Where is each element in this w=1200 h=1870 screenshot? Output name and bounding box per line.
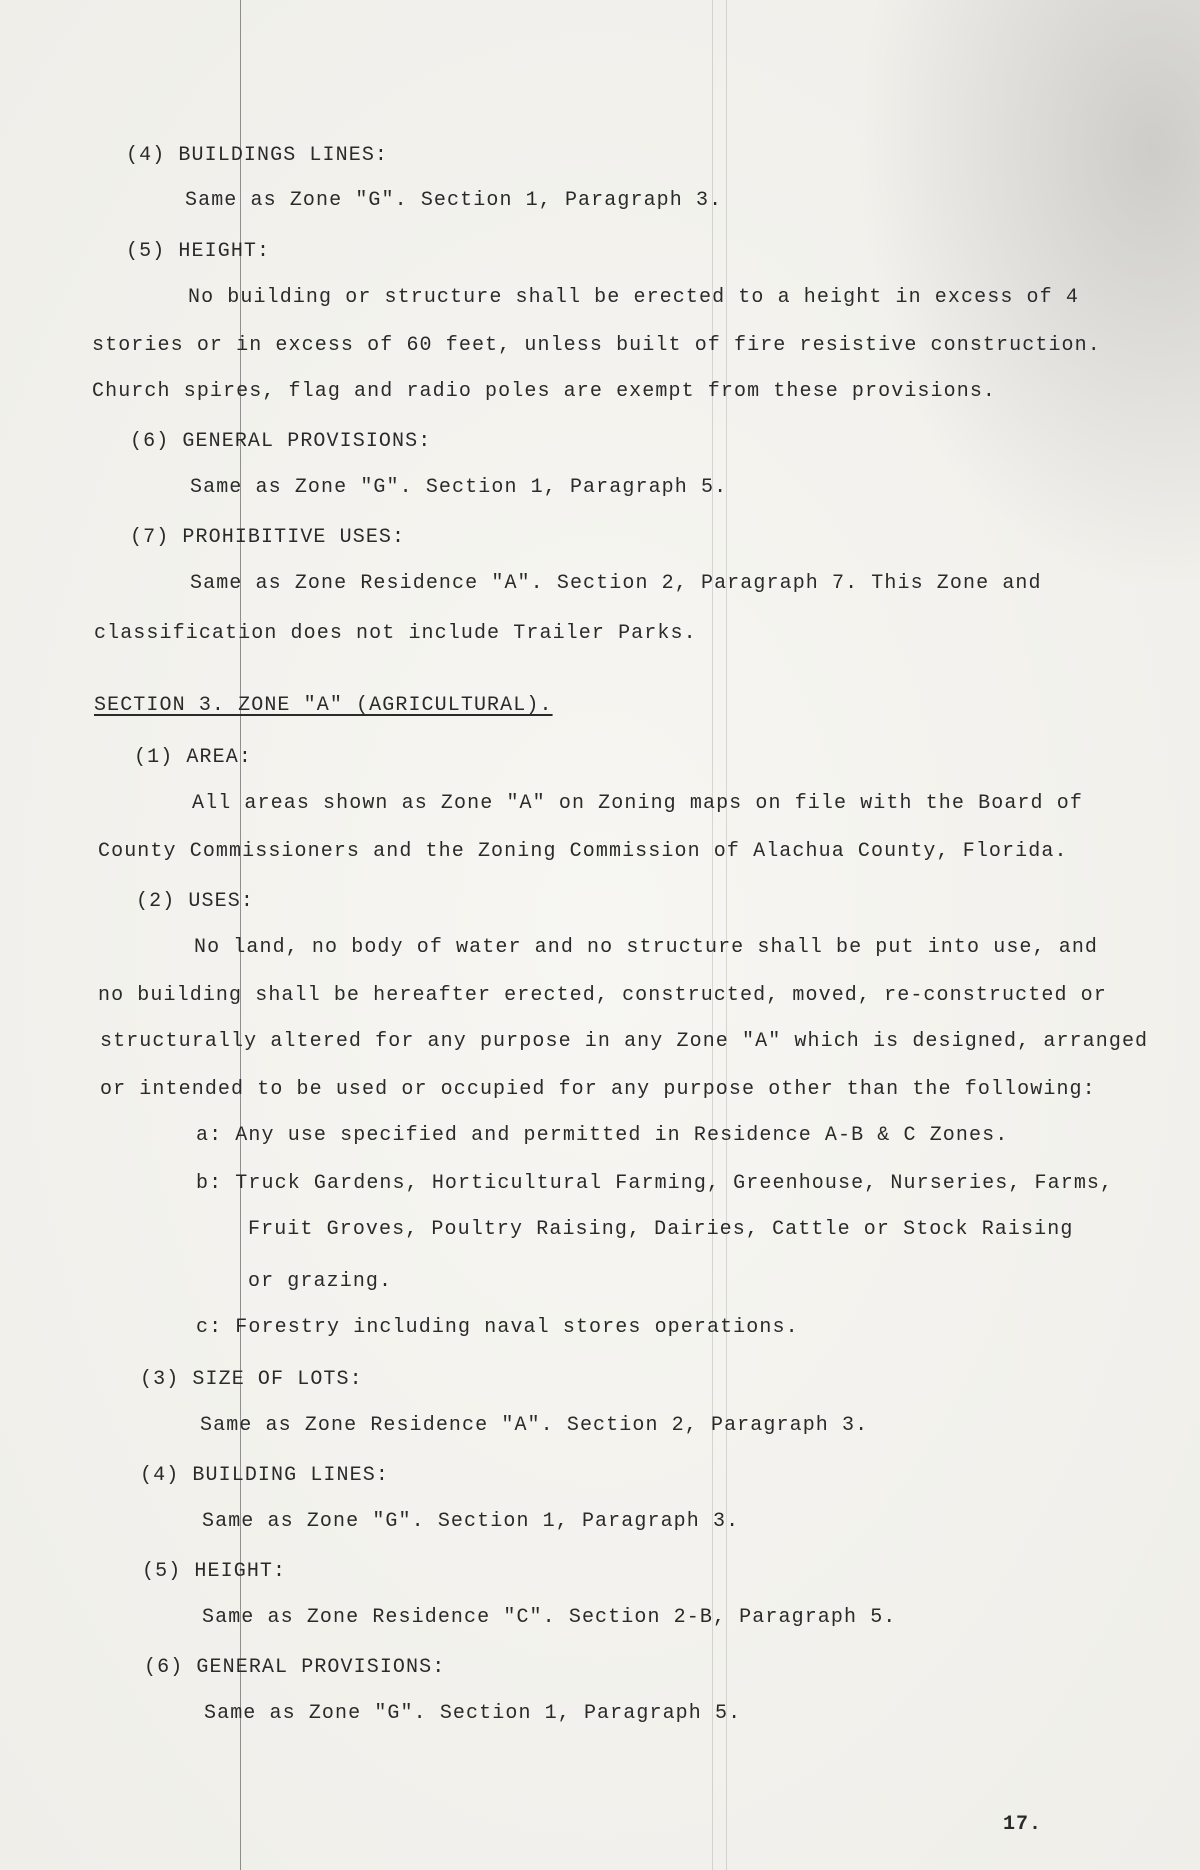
heading-area: (1) AREA: xyxy=(134,746,252,769)
heading-building-lines: (4) BUILDINGS LINES: xyxy=(126,144,389,167)
paragraph-line: Same as Zone "G". Section 1, Paragraph 3. xyxy=(202,1510,740,1533)
heading-height-2: (5) HEIGHT: xyxy=(142,1560,287,1583)
heading-height: (5) HEIGHT: xyxy=(126,240,271,263)
paragraph-line: Same as Zone "G". Section 1, Paragraph 3. xyxy=(185,189,723,212)
paragraph-line: classification does not include Trailer Parks. xyxy=(94,622,697,645)
paragraph-line: structurally altered for any purpose in any Zone "A" which is designed, arranged xyxy=(100,1030,1149,1053)
list-item-a: a: Any use specified and permitted in Residence A-B & C Zones. xyxy=(196,1124,1009,1147)
page-number: 17. xyxy=(1003,1813,1043,1836)
heading-building-lines-2: (4) BUILDING LINES: xyxy=(140,1464,389,1487)
paragraph-line: County Commissioners and the Zoning Commission of Alachua County, Florida. xyxy=(98,840,1068,863)
section-heading: SECTION 3. ZONE "A" (AGRICULTURAL). xyxy=(94,694,553,717)
paragraph-line: Same as Zone "G". Section 1, Paragraph 5. xyxy=(190,476,728,499)
paragraph-line: no building shall be hereafter erected, constructed, moved, re-constructed or xyxy=(98,984,1107,1007)
paragraph-line: stories or in excess of 60 feet, unless built of fire resistive construction. xyxy=(92,334,1101,357)
heading-general-provisions: (6) GENERAL PROVISIONS: xyxy=(130,430,432,453)
paragraph-line: Church spires, flag and radio poles are exempt from these provisions. xyxy=(92,380,997,403)
list-item-b-continued: or grazing. xyxy=(248,1270,393,1293)
paragraph-line: Same as Zone Residence "A". Section 2, Paragraph 3. xyxy=(200,1414,869,1437)
list-item-b: b: Truck Gardens, Horticultural Farming, Greenhouse, Nurseries, Farms, xyxy=(196,1172,1114,1195)
heading-general-provisions-2: (6) GENERAL PROVISIONS: xyxy=(144,1656,446,1679)
heading-prohibitive-uses: (7) PROHIBITIVE USES: xyxy=(130,526,406,549)
list-item-c: c: Forestry including naval stores operations. xyxy=(196,1316,799,1339)
paragraph-line: or intended to be used or occupied for any purpose other than the following: xyxy=(100,1078,1096,1101)
scan-line xyxy=(712,0,713,1870)
paragraph-line: No land, no body of water and no structure shall be put into use, and xyxy=(194,936,1099,959)
paragraph-line: Same as Zone Residence "C". Section 2-B, Paragraph 5. xyxy=(202,1606,897,1629)
paragraph-line: All areas shown as Zone "A" on Zoning maps on file with the Board of xyxy=(192,792,1083,815)
heading-uses: (2) USES: xyxy=(136,890,254,913)
list-item-b-continued: Fruit Groves, Poultry Raising, Dairies, Cattle or Stock Raising xyxy=(248,1218,1074,1241)
paragraph-line: No building or structure shall be erected to a height in excess of 4 xyxy=(188,286,1079,309)
paragraph-line: Same as Zone Residence "A". Section 2, Paragraph 7. This Zone and xyxy=(190,572,1042,595)
paragraph-line: Same as Zone "G". Section 1, Paragraph 5. xyxy=(204,1702,742,1725)
heading-size-of-lots: (3) SIZE OF LOTS: xyxy=(140,1368,363,1391)
scan-line xyxy=(240,0,241,1870)
scan-line xyxy=(726,0,727,1870)
